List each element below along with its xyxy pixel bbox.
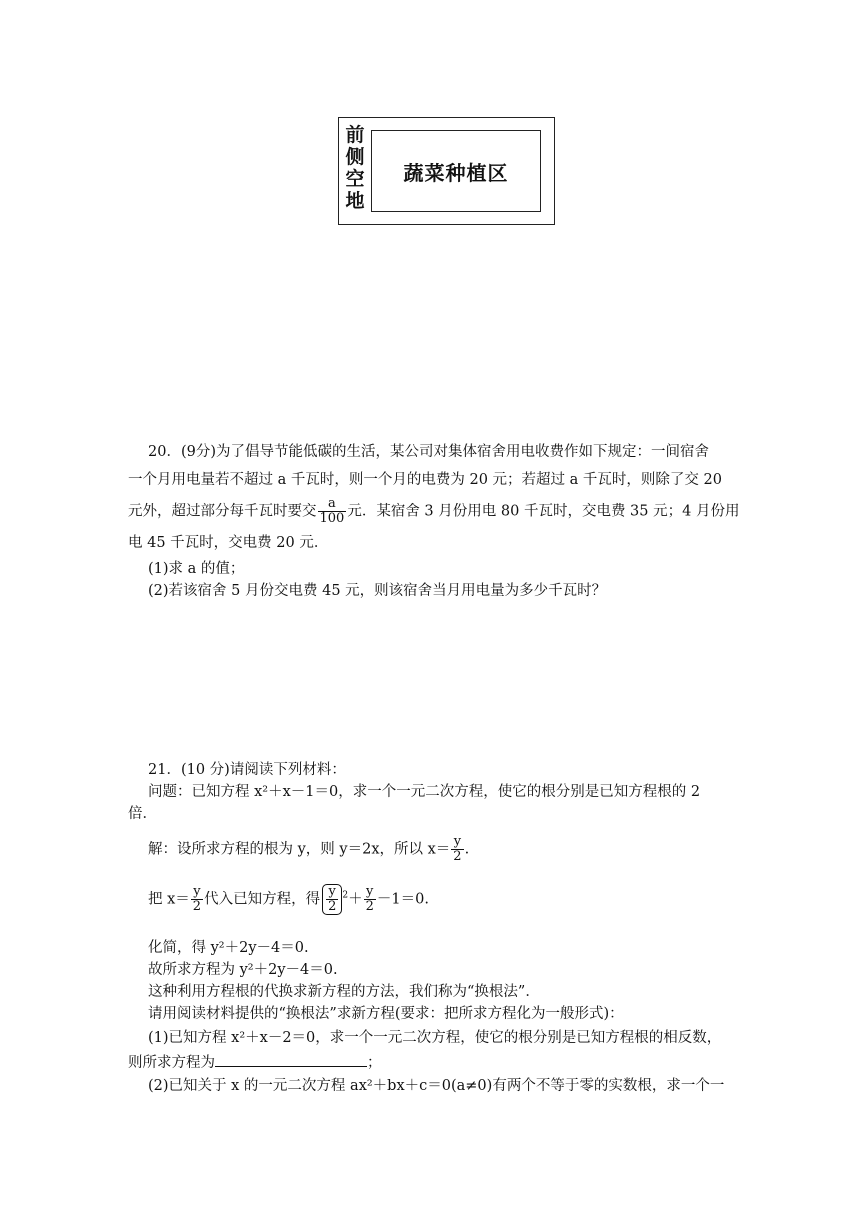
fraction-y-over-2: $\frac{y}{2}$ — [192, 884, 202, 914]
q20-line-3 — [128, 497, 738, 526]
front-open-space-label: 前侧空地 — [345, 124, 365, 212]
q20-line-4: 电 45 千瓦时，交电费 20 元． — [128, 535, 329, 551]
fraction-numerator: a — [318, 497, 347, 512]
q21-task-line: 请用阅读材料提供的“换根法”求新方程(要求：把所求方程化为一般形式)： — [148, 1006, 624, 1022]
fraction-a-over-100 — [318, 497, 347, 526]
q21-solution-text: 解：设所求方程的根为 y，则 y＝2x，所以 x＝ — [148, 841, 451, 858]
fraction-y-over-2: $\frac{y}{2}$ — [453, 834, 462, 864]
square-exponent: 2 — [342, 890, 349, 901]
q20-line-2: 一个月用电量若不超过 a 千瓦时，则一个月的电费为 20 元；若超过 a 千瓦时，则除了交 20 — [128, 472, 722, 488]
q21-solution-line: 解：设所求方程的根为 y，则 y＝2x，所以 x＝ $\frac{y}{2}$ . — [148, 834, 470, 864]
q20-part-1: (1)求 a 的值； — [148, 561, 245, 577]
q21-task-1-line-2: 则所求方程为 ； — [128, 1052, 738, 1073]
answer-blank[interactable] — [215, 1052, 367, 1067]
q21-method-line: 这种利用方程根的代换求新方程的方法，我们称为“换根法”． — [148, 984, 540, 1000]
q21-result-line: 故所求方程为 y²＋2y－4＝0. — [148, 962, 338, 978]
fraction-denominator: 100 — [319, 511, 345, 526]
q21-substitution-line: 把 x＝ $\frac{y}{2}$ 代入已知方程，得 $\frac{y}{2}$ $^2$＋ $\frac{y}{2}$ －1＝0. — [148, 884, 429, 914]
q21-task-2-line: (2)已知关于 x 的一元二次方程 ax²＋bx＋c＝0(a≠0)有两个不等于零的实数根，求一个一 — [148, 1078, 725, 1094]
q20-line-3-part-b: 元．某宿舍 3 月份用电 80 千瓦时，交电费 35 元；4 月份用 — [347, 503, 740, 520]
q21-line-1: 21．(10 分)请阅读下列材料： — [148, 762, 346, 778]
q21-simplify-line: 化简，得 y²＋2y－4＝0. — [148, 940, 309, 956]
q20-line-3-part-a: 元外，超过部分每千瓦时要交 — [128, 503, 317, 520]
q21-line-3: 倍． — [128, 806, 157, 822]
q20-line-1: 20．(9分)为了倡导节能低碳的生活，某公司对集体宿舍用电收费作如下规定：一间宿舍 — [148, 444, 709, 460]
q20-part-2: (2)若该宿舍 5 月份交电费 45 元，则该宿舍当月用电量为多少千瓦时？ — [148, 583, 607, 599]
parenthesized-fraction — [322, 884, 342, 915]
fraction-y-over-2: $\frac{y}{2}$ — [365, 884, 374, 914]
vegetable-area-label: 蔬菜种植区 — [403, 160, 509, 185]
vegetable-area-rectangle — [371, 130, 541, 212]
q21-line-2: 问题：已知方程 x²＋x－1＝0，求一个一元二次方程，使它的根分别是已知方程根的 2 — [148, 784, 701, 800]
fraction-y-over-2: $\frac{y}{2}$ — [328, 884, 337, 914]
q21-task-1-line-1: (1)已知方程 x²＋x－2＝0，求一个一元二次方程，使它的根分别是已知方程根的相反数， — [148, 1030, 722, 1046]
